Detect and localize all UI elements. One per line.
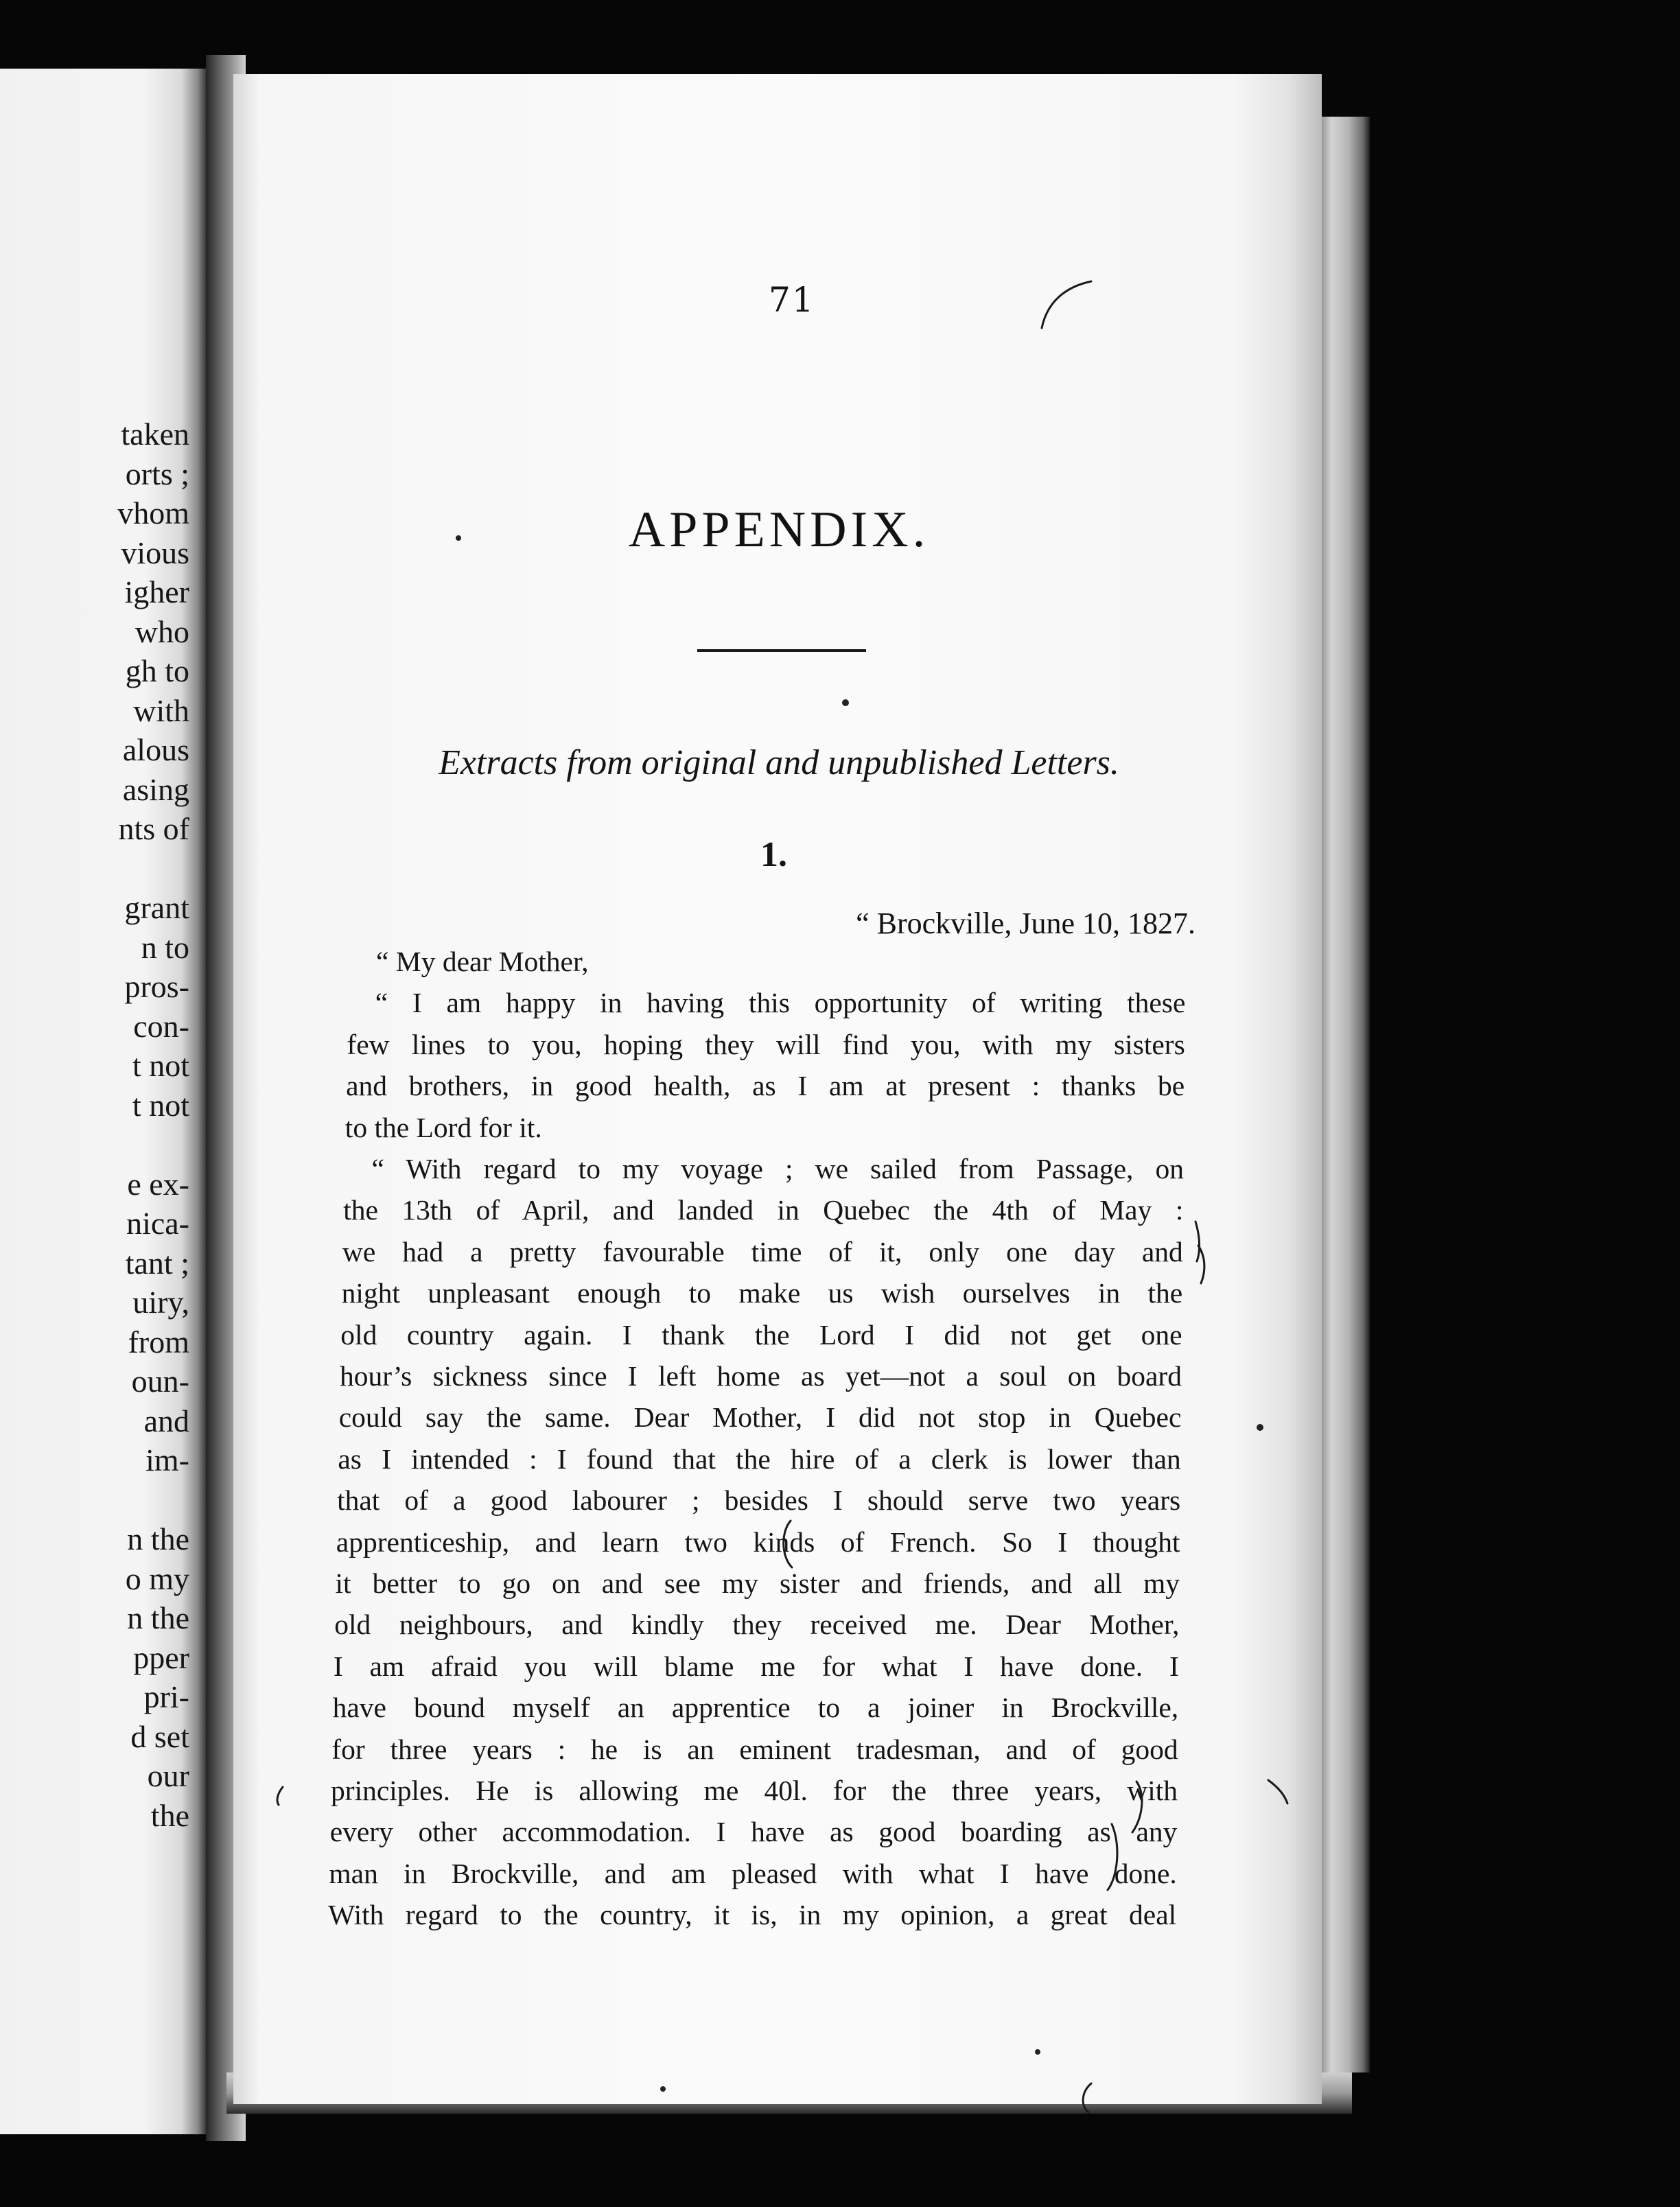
previous-page-line: asing <box>122 771 189 807</box>
letter-line: apprenticeship, and learn two kinds of French. So I thought <box>336 1526 1180 1558</box>
previous-page-line: tant ; <box>125 1245 189 1281</box>
letter-line: night unpleasant enough to make us wish ourselves in the <box>341 1277 1183 1309</box>
previous-page-line: orts ; <box>125 456 189 491</box>
previous-page-line: oun- <box>131 1364 189 1399</box>
letter-line: With regard to the country, it is, in my opinion, a great deal <box>328 1899 1177 1931</box>
previous-page-line: d set <box>130 1718 189 1754</box>
previous-page-strip <box>0 69 206 2134</box>
previous-page-line: who <box>135 614 189 649</box>
previous-page-line: nica- <box>126 1206 189 1241</box>
previous-page-line: from <box>128 1324 189 1359</box>
previous-page-line: with <box>133 692 189 728</box>
letter-line: we had a pretty favourable time of it, only one day and <box>342 1235 1183 1268</box>
previous-page-line: pper <box>133 1639 189 1675</box>
previous-page-line: pros- <box>124 969 189 1004</box>
letter-line: hour’s sickness since I left home as yet—not a soul on board <box>340 1360 1182 1392</box>
previous-page-line: and <box>143 1403 189 1438</box>
previous-page-line: t not <box>132 1087 189 1123</box>
letter-line: man in Brockville, and am pleased with what I have done. <box>329 1857 1177 1889</box>
previous-page-line: t not <box>132 1048 189 1083</box>
previous-page-line: our <box>147 1758 189 1793</box>
previous-page-line: taken <box>121 417 189 452</box>
previous-page-line: o my <box>125 1561 189 1596</box>
previous-page-line: n to <box>141 929 189 965</box>
letter-line: principles. He is allowing me 40l. for the three years, with <box>331 1775 1178 1806</box>
letter-line: few lines to you, hoping they will find you, with my sisters <box>347 1028 1185 1060</box>
letter-line: every other accommodation. I have as good boarding as any <box>329 1816 1178 1848</box>
previous-page-line: vhom <box>117 495 189 530</box>
letter-line: for three years : he is an eminent tradesman, and of good <box>331 1733 1178 1765</box>
previous-page-line: n the <box>127 1521 189 1556</box>
previous-page-line: uiry, <box>132 1285 189 1320</box>
previous-page-line: alous <box>122 732 189 767</box>
previous-page-line: pri- <box>143 1679 189 1714</box>
letter-line: the 13th of April, and landed in Quebec the 4th of May : <box>343 1194 1184 1226</box>
letter-line: that of a good labourer ; besides I should serve two years <box>337 1484 1181 1517</box>
appendix-heading: APPENDIX. <box>628 502 930 558</box>
letter-number: 1. <box>760 835 787 874</box>
letter-line: to the Lord for it. <box>345 1111 542 1143</box>
page-edge-right <box>1322 117 1370 2072</box>
letter-line: and brothers, in good health, as I am at present : thanks be <box>346 1070 1185 1102</box>
letter-line: it better to go on and see my sister and friends, and all my <box>335 1567 1180 1599</box>
previous-page-line: vious <box>121 535 189 570</box>
previous-page-line: im- <box>145 1443 189 1478</box>
letter-dateline: “ Brockville, June 10, 1827. <box>856 907 1195 940</box>
previous-page-line: the <box>150 1797 189 1833</box>
previous-page-line: con- <box>133 1008 189 1044</box>
letter-line: I am afraid you will blame me for what I have done. I <box>333 1650 1179 1682</box>
previous-page-line: nts of <box>118 811 189 846</box>
previous-page-line: gh to <box>125 653 189 688</box>
previous-page-line: grant <box>124 890 189 925</box>
letter-line: have bound myself an apprentice to a joiner in Brockville, <box>332 1692 1179 1724</box>
previous-page-line: igher <box>124 574 189 609</box>
section-subtitle: Extracts from original and unpublished Letters. <box>439 743 1119 782</box>
letter-line: old neighbours, and kindly they received me. Dear Mother, <box>334 1609 1180 1641</box>
letter-line: could say the same. Dear Mother, I did not stop in Quebec <box>338 1401 1182 1434</box>
previous-page-line: e ex- <box>127 1166 189 1202</box>
previous-page-line: n the <box>127 1600 189 1635</box>
page-number: 71 <box>769 280 815 320</box>
letter-line: as I intended : I found that the hire of a clerk is lower than <box>338 1443 1181 1475</box>
letter-line: “ With regard to my voyage ; we sailed from Passage, on <box>371 1153 1184 1184</box>
letter-line: “ My dear Mother, <box>376 946 589 977</box>
title-rule <box>697 649 866 652</box>
letter-line: “ I am happy in having this opportunity of writing these <box>375 987 1186 1019</box>
letter-line: old country again. I thank the Lord I did not get one <box>340 1318 1182 1351</box>
